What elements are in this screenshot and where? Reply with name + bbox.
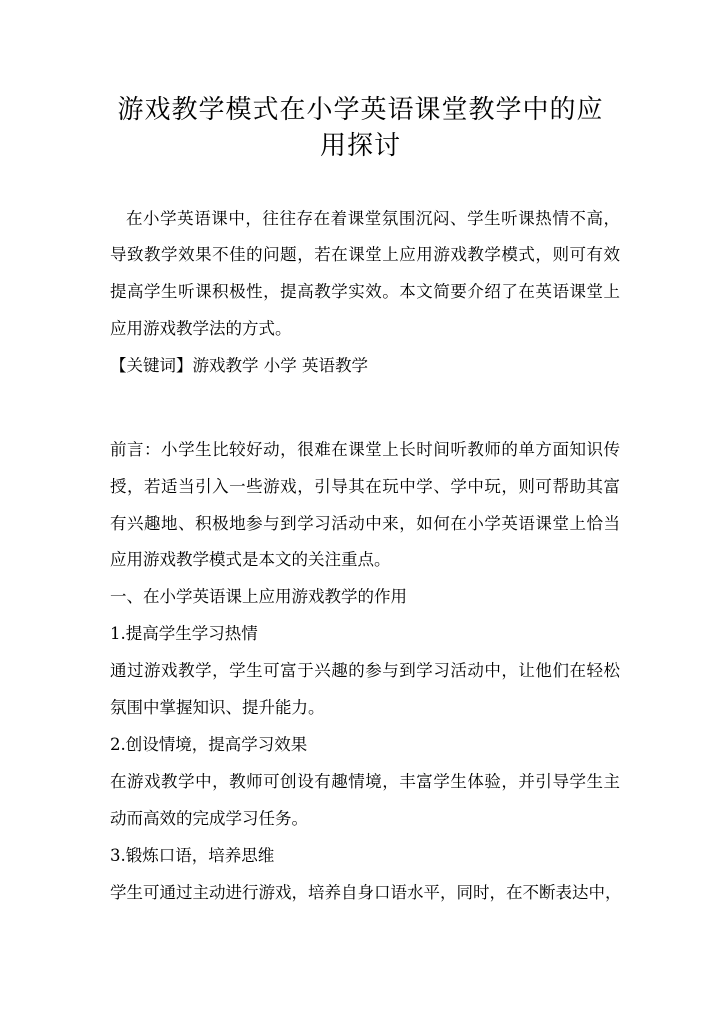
preface-line-1: 前言：小学生比较好动，很难在课堂上长时间听教师的单方面知识传 [110, 440, 620, 459]
keywords-line: 【关键词】游戏教学 小学 英语教学 [110, 356, 368, 375]
abstract-line-2: 导致教学效果不佳的问题，若在课堂上应用游戏教学模式，则可有效 [110, 245, 620, 264]
abstract-line-1: 在小学英语课中，往往存在着课堂氛围沉闷、学生听课热情不高， [126, 209, 620, 228]
item-2-line-2: 动而高效的完成学习任务。 [110, 809, 308, 828]
document-title-line-2: 用探讨 [319, 131, 401, 161]
item-3-line-1: 学生可通过主动进行游戏，培养自身口语水平，同时，在不断表达中， [110, 883, 622, 902]
preface-line-4: 应用游戏教学模式是本文的关注重点。 [110, 550, 391, 569]
abstract-line-3: 提高学生听课积极性，提高教学实效。本文简要介绍了在英语课堂上 [110, 282, 620, 301]
abstract-line-4: 应用游戏教学法的方式。 [110, 319, 292, 338]
item-2-line-1: 在游戏教学中，教师可创设有趣情境，丰富学生体验，并引导学生主 [110, 772, 620, 791]
item-1-heading: 1.提高学生学习热情 [110, 624, 258, 643]
section-1-heading: 一、在小学英语课上应用游戏教学的作用 [110, 587, 407, 606]
item-3-heading: 3.锻炼口语，培养思维 [110, 846, 275, 865]
item-1-line-2: 氛围中掌握知识、提升能力。 [110, 698, 325, 717]
item-1-line-1: 通过游戏教学，学生可富于兴趣的参与到学习活动中，让他们在轻松 [110, 661, 620, 680]
document-title-line-1: 游戏教学模式在小学英语课堂教学中的应 [117, 95, 604, 125]
item-2-heading: 2.创设情境，提高学习效果 [110, 735, 308, 754]
preface-line-2: 授，若适当引入一些游戏，引导其在玩中学、学中玩，则可帮助其富 [110, 477, 620, 496]
preface-line-3: 有兴趣地、积极地参与到学习活动中来，如何在小学英语课堂上恰当 [110, 514, 620, 533]
